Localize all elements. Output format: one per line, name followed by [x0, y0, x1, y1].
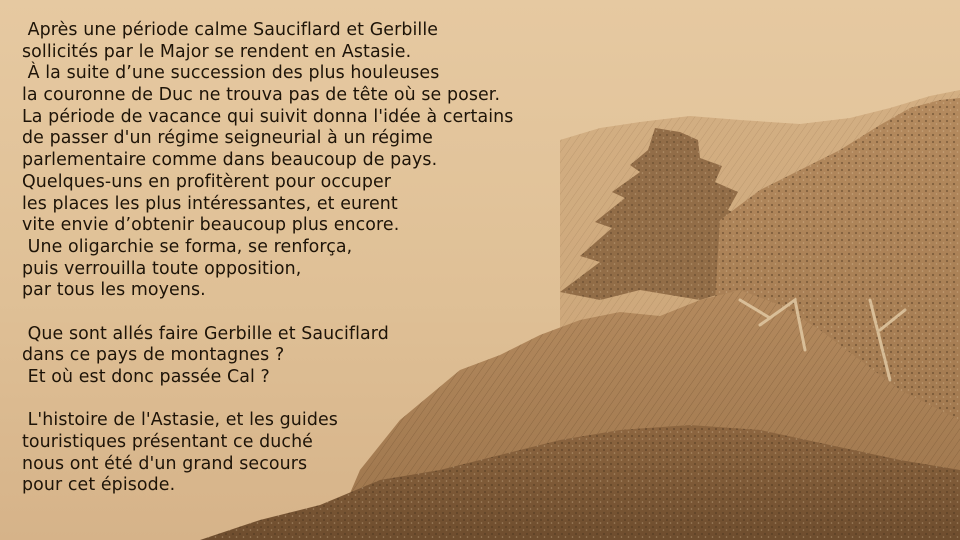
text-line: Et où est donc passée Cal ? — [22, 367, 270, 387]
text-line: puis verrouilla toute opposition, — [22, 258, 302, 279]
text-line: parlementaire comme dans beaucoup de pays. — [22, 150, 438, 171]
text-line: les places les plus intéressantes, et eurent — [22, 193, 398, 214]
text-line: L'histoire de l'Astasie, et les guides — [22, 410, 338, 431]
paragraph-gap — [22, 302, 622, 324]
text-line: Une oligarchie se forma, se renforça, — [22, 236, 353, 257]
text-line: par tous les moyens. — [22, 280, 206, 301]
text-line: Que sont allés faire Gerbille et Sauciflard — [22, 323, 389, 344]
text-line: touristiques présentant ce duché — [22, 432, 313, 453]
paragraph-gap — [22, 389, 622, 411]
text-line: Quelques-uns en profitèrent pour occuper — [22, 171, 392, 192]
text-line: La période de vacance qui suivit donna l'idée à certains — [22, 106, 514, 127]
text-line: pour cet épisode. — [22, 475, 176, 496]
text-line: nous ont été d'un grand secours — [22, 453, 308, 474]
text-line: la couronne de Duc ne trouva pas de tête où se poser. — [22, 85, 501, 106]
text-line: dans ce pays de montagnes ? — [22, 345, 285, 366]
text-line: de passer d'un régime seigneurial à un régime — [22, 128, 433, 149]
text-line: sollicités par le Major se rendent en Astasie. — [22, 41, 412, 62]
text-line: À la suite d’une succession des plus houleuses — [22, 63, 440, 84]
text-line: Après une période calme Sauciflard et Gerbille — [22, 20, 439, 40]
episode-introduction-text — [22, 20, 622, 497]
text-line: vite envie d’obtenir beaucoup plus encore. — [22, 215, 400, 236]
